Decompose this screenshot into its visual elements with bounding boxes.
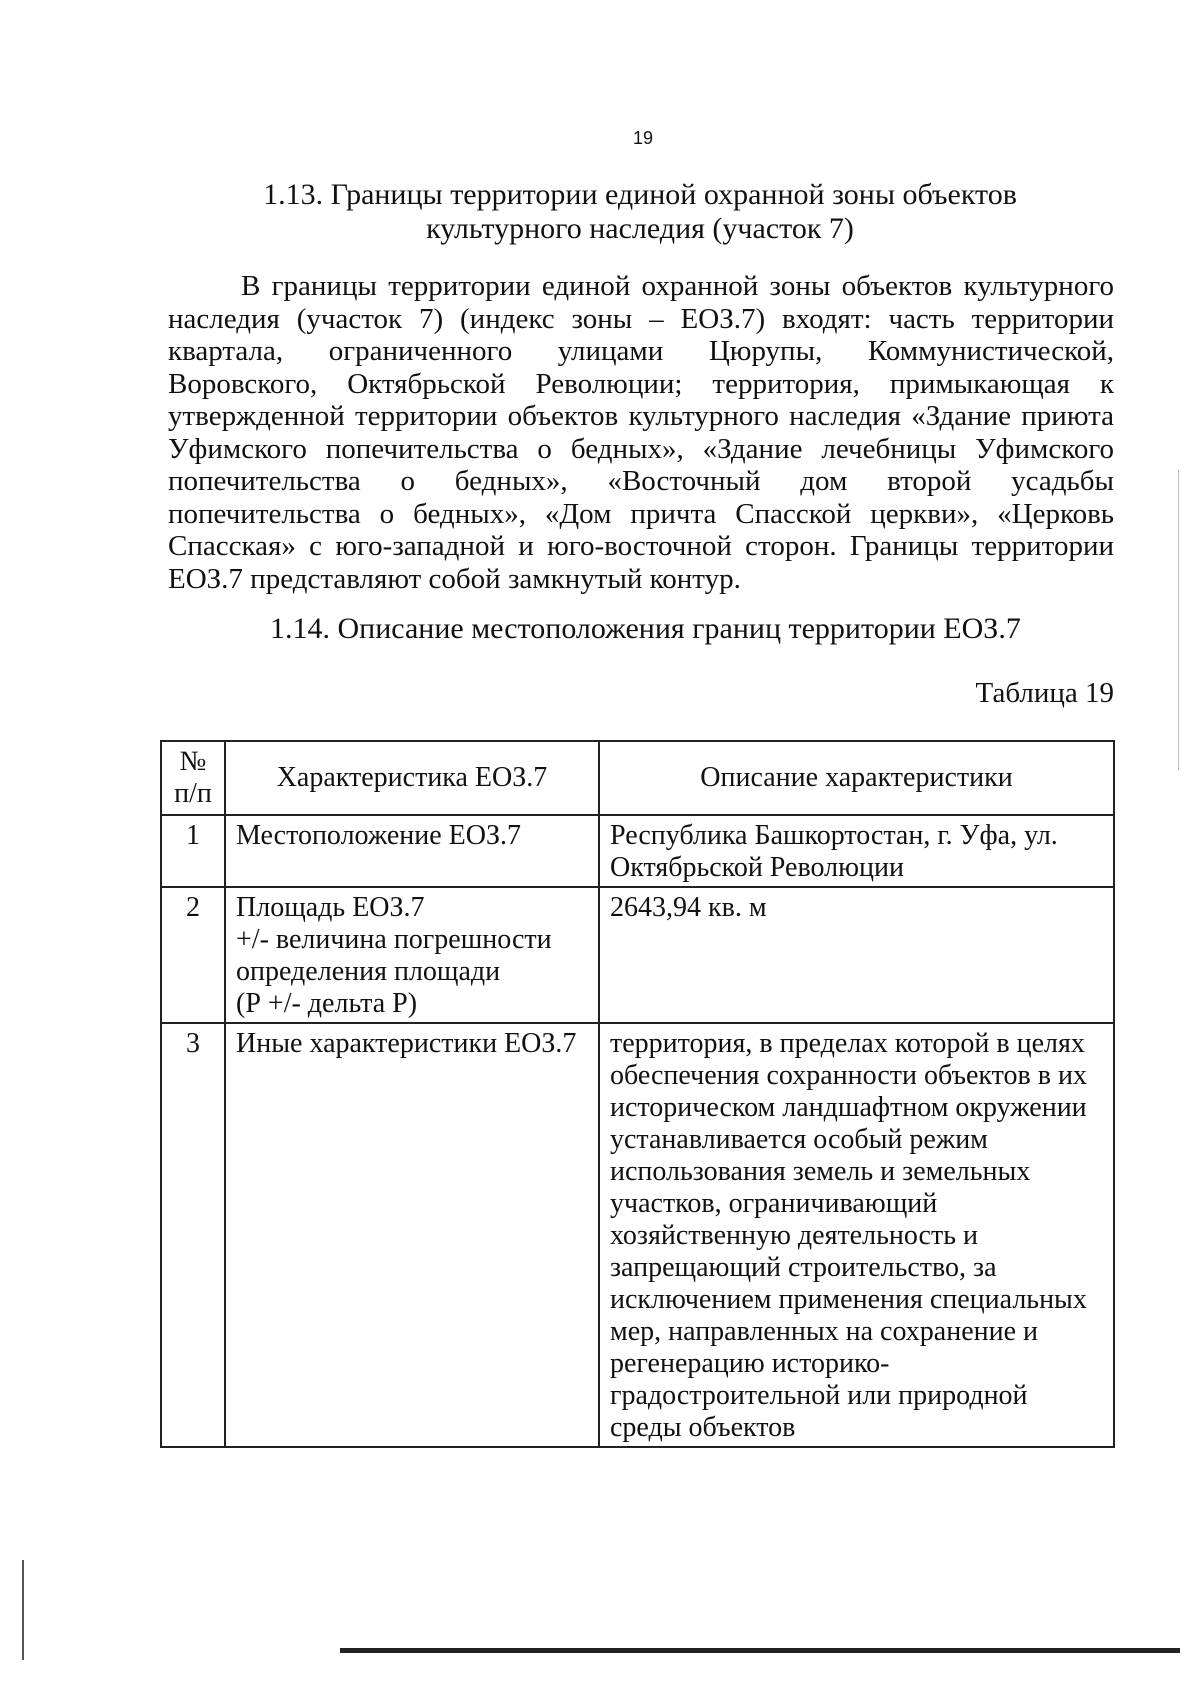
characteristics-table — [160, 740, 1115, 1448]
table-header-row — [161, 741, 1114, 815]
table-row — [161, 1023, 1114, 1447]
paragraph-text: В границы территории единой охранной зоны объектов культурного наследия (участок 7) (индекс зоны – ЕОЗ.7) входят: часть территории квартала, ограниченного улицами Цюрупы, Коммунистической, Воровского, Октябрьской Революции; территория, примыкающая к утвержденной территории объектов культурного наследия «Здание приюта Уфимского попечительства о бедных», «Здание лечебницы Уфимского попечительства о бедных», «Восточный дом второй усадьбы попечительства о бедных», «Дом причта Спасской церкви», «Церковь Спасская» с юго-западной и юго-восточной сторон. Границы территории ЕОЗ.7 представляют собой замкнутый контур. — [168, 270, 1114, 595]
body-paragraph — [168, 270, 1114, 595]
table-row — [161, 815, 1114, 887]
section-title-line1: 1.13. Границы территории единой охранной зоны объектов — [263, 178, 1017, 211]
characteristic-line: +/- величина погрешности — [236, 924, 552, 955]
table-caption: Таблица 19 — [975, 677, 1114, 709]
header-num-symbol: № — [179, 746, 207, 777]
header-characteristic: Характеристика ЕОЗ.7 — [225, 741, 599, 815]
subsection-title: 1.14. Описание местоположения границ территории ЕОЗ.7 — [270, 612, 1021, 645]
row-characteristic — [225, 887, 599, 1023]
row-num: 2 — [161, 887, 225, 1023]
scan-margin-line-right — [1178, 470, 1179, 770]
table-row — [161, 887, 1114, 1023]
characteristic-line: (Р +/- дельта Р) — [236, 988, 418, 1019]
characteristic-line: Площадь ЕОЗ.7 — [236, 892, 425, 923]
section-title — [160, 178, 1120, 246]
header-description: Описание характеристики — [599, 741, 1114, 815]
scan-margin-line-left — [22, 1560, 24, 1660]
row-num: 1 — [161, 815, 225, 887]
header-num — [161, 741, 225, 815]
page-number: 19 — [632, 128, 654, 148]
row-characteristic: Местоположение ЕОЗ.7 — [225, 815, 599, 887]
header-num-label: п/п — [174, 778, 212, 809]
row-num: 3 — [161, 1023, 225, 1447]
row-description: Республика Башкортостан, г. Уфа, ул. Октябрьской Революции — [599, 815, 1114, 887]
characteristic-line: определения площади — [236, 956, 501, 987]
scan-margin-line-bottom — [340, 1648, 1180, 1653]
row-description: 2643,94 кв. м — [599, 887, 1114, 1023]
section-title-line2: культурного наследия (участок 7) — [426, 212, 854, 245]
row-characteristic: Иные характеристики ЕОЗ.7 — [225, 1023, 599, 1447]
row-description: территория, в пределах которой в целях обеспечения сохранности объектов в их историческом ландшафтном окружении устанавливается особый режим использования земель и земельных участков, ограничивающий хозяйственную деятельность и запрещающий строительство, за исключением применения специальных мер, направленных на сохранение и регенерацию историко-градостроительной или природной среды объектов — [599, 1023, 1114, 1447]
